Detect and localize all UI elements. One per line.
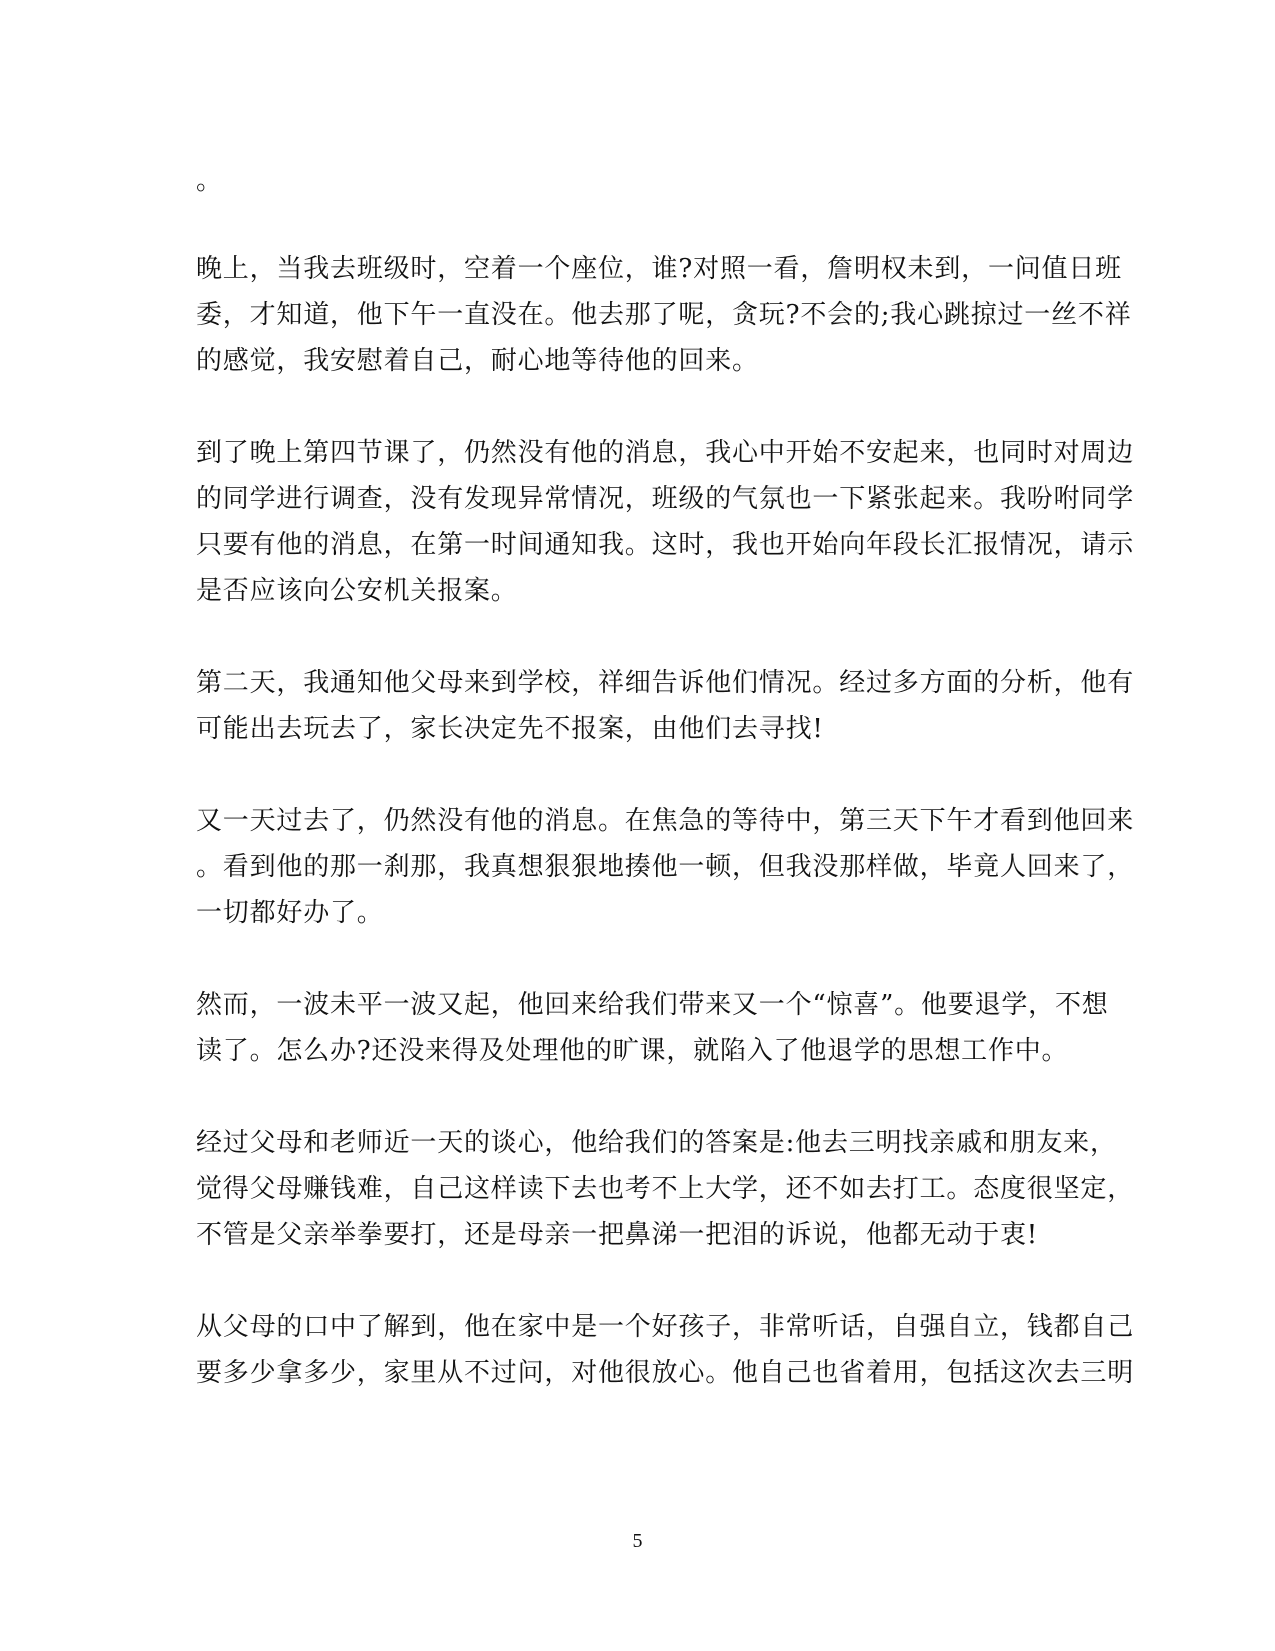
text-line: 的感觉，我安慰着自己，耐心地等待他的回来。 <box>196 346 759 376</box>
page-number: 5 <box>632 1530 643 1552</box>
text-line: 一切都好办了。 <box>196 898 384 928</box>
text-line: 到了晚上第四节课了，仍然没有他的消息，我心中开始不安起来，也同时对周边 <box>196 438 1135 468</box>
text-line: 要多少拿多少，家里从不过问，对他很放心。他自己也省着用，包括这次去三明 <box>196 1358 1135 1388</box>
text-line: 从父母的口中了解到，他在家中是一个好孩子，非常听话，自强自立，钱都自己 <box>196 1312 1135 1342</box>
text-line: 又一天过去了，仍然没有他的消息。在焦急的等待中，第三天下午才看到他回来 <box>196 806 1135 836</box>
text-line: 读了。怎么办?还没来得及处理他的旷课，就陷入了他退学的思想工作中。 <box>196 1036 1069 1066</box>
text-line: 。 <box>196 166 223 196</box>
text-line: 然而，一波未平一波又起，他回来给我们带来又一个“惊喜”。他要退学，不想 <box>196 990 1109 1020</box>
text-line: 第二天，我通知他父母来到学校，祥细告诉他们情况。经过多方面的分析，他有 <box>196 668 1135 698</box>
text-line: 。看到他的那一刹那，我真想狠狠地揍他一顿，但我没那样做，毕竟人回来了， <box>196 852 1135 882</box>
text-line: 是否应该向公安机关报案。 <box>196 576 518 606</box>
text-line: 的同学进行调查，没有发现异常情况，班级的气氛也一下紧张起来。我吩咐同学 <box>196 484 1135 514</box>
text-line: 委，才知道，他下午一直没在。他去那了呢，贪玩?不会的;我心跳掠过一丝不祥 <box>196 300 1132 330</box>
text-line: 只要有他的消息，在第一时间通知我。这时，我也开始向年段长汇报情况，请示 <box>196 530 1135 560</box>
text-line: 觉得父母赚钱难，自己这样读下去也考不上大学，还不如去打工。态度很坚定， <box>196 1174 1135 1204</box>
text-line: 可能出去玩去了，家长决定先不报案，由他们去寻找! <box>196 714 824 744</box>
text-line: 经过父母和老师近一天的谈心，他给我们的答案是:他去三明找亲戚和朋友来， <box>196 1128 1117 1158</box>
text-line: 晚上，当我去班级时，空着一个座位，谁?对照一看，詹明权未到，一问值日班 <box>196 254 1122 284</box>
text-line: 不管是父亲举拳要打，还是母亲一把鼻涕一把泪的诉说，他都无动于衷! <box>196 1220 1039 1250</box>
